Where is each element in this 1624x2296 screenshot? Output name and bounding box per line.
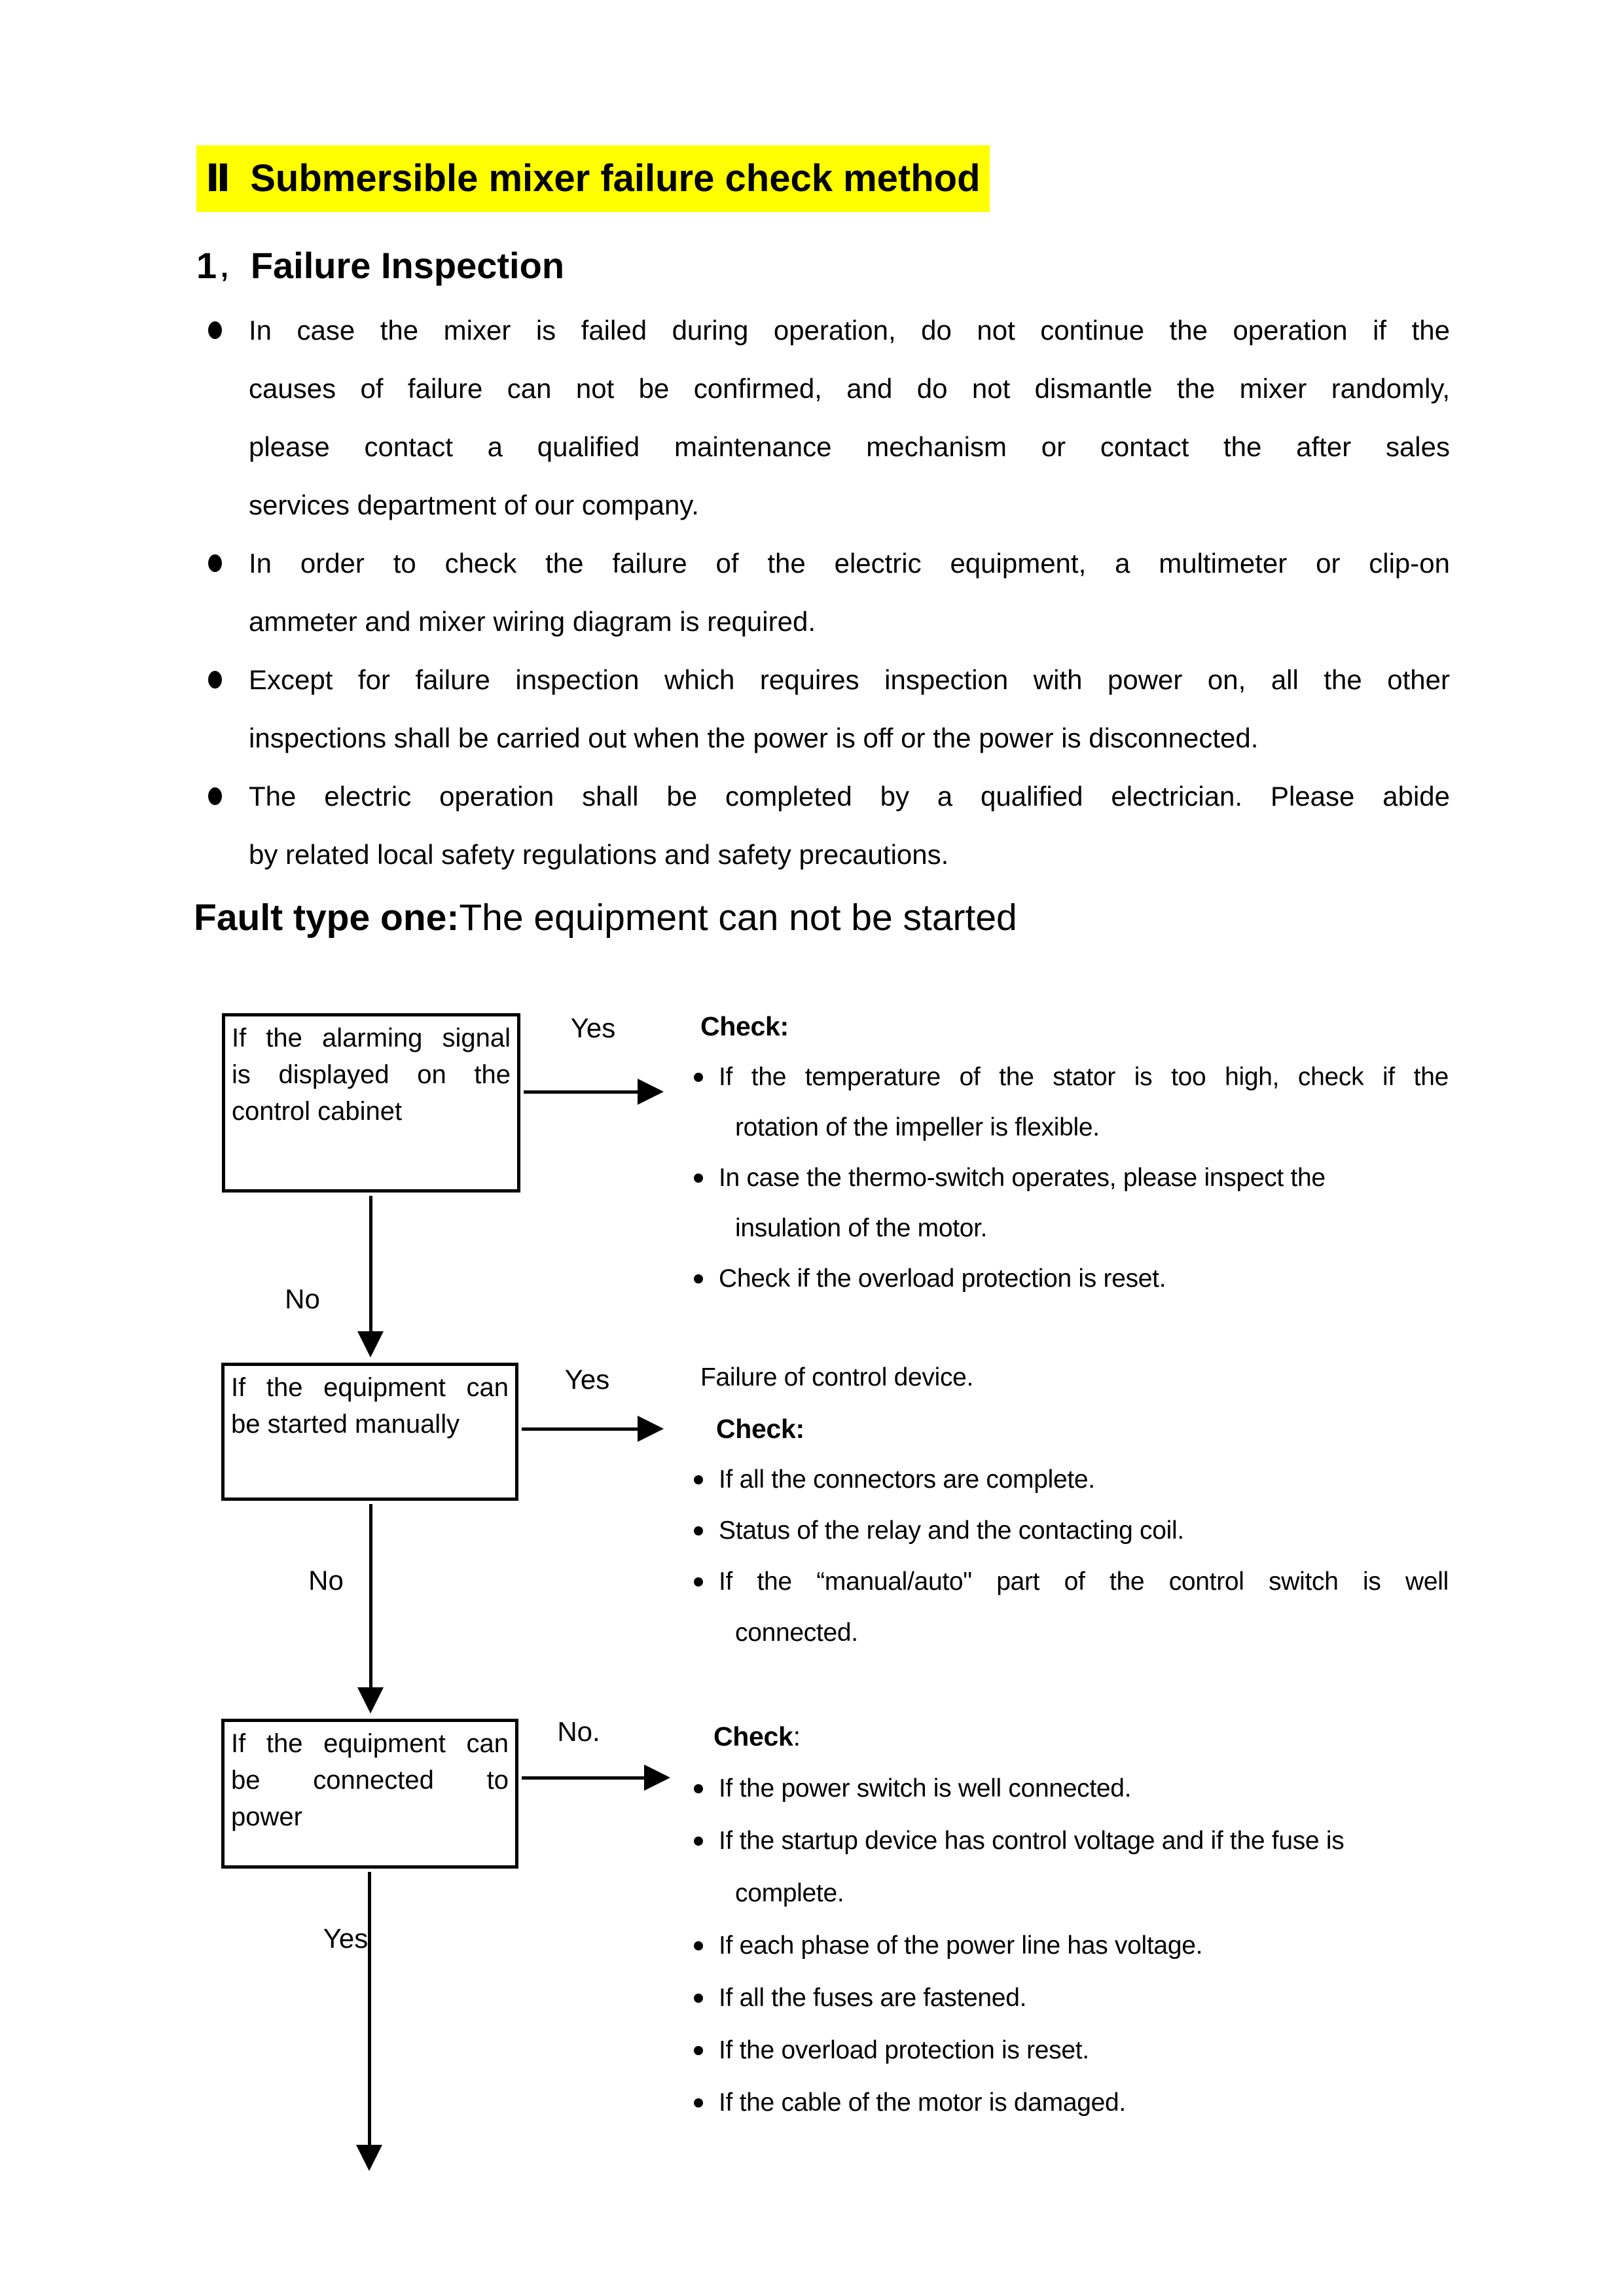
- check-title-colon: :: [793, 1721, 801, 1751]
- text-line: In order to check the failure of the electric equipment, a multimeter or clip-on: [249, 548, 1450, 579]
- arrow-line: [369, 1196, 372, 1331]
- bullet-icon: [694, 1174, 703, 1183]
- text-line: If the “manual/auto" part of the control switch is well: [719, 1568, 1449, 1596]
- text-line: ammeter and mixer wiring diagram is required.: [249, 606, 816, 637]
- text-line: be started manually: [231, 1410, 460, 1439]
- arrow-right-icon: [638, 1079, 664, 1105]
- check-item: [686, 1920, 1450, 1972]
- label-no-2: No: [308, 1565, 344, 1596]
- bullet-icon: [694, 1475, 703, 1484]
- arrow-down-icon: [357, 1687, 384, 1713]
- check-item: [686, 1763, 1450, 1815]
- check-title: [686, 1710, 1450, 1763]
- arrow-down-icon: [356, 2145, 382, 2171]
- arrow-line: [522, 1776, 644, 1780]
- bullet-icon: [208, 787, 222, 805]
- text-line: be connected to: [231, 1766, 509, 1795]
- text-line: control cabinet: [232, 1097, 403, 1126]
- list-item: [196, 651, 1450, 767]
- check-item-continuation: insulation of the motor.: [735, 1214, 988, 1242]
- flowchart-box-power-connect: [221, 1719, 518, 1869]
- list-item: [196, 301, 1450, 534]
- text-line: If the equipment can: [231, 1729, 509, 1758]
- arrow-right-icon: [638, 1416, 664, 1442]
- check-item: [686, 2024, 1450, 2077]
- text-line: Except for failure inspection which requires inspection with power on, all the other: [249, 664, 1450, 695]
- text-line: power: [231, 1803, 302, 1831]
- arrow-line: [369, 1504, 372, 1687]
- check-item: [686, 1505, 1449, 1556]
- check-title-text: Check:: [700, 1011, 789, 1041]
- bullet-icon: [208, 321, 222, 339]
- arrow-line: [524, 1090, 638, 1094]
- list-item: [196, 534, 1450, 651]
- check-item-continuation: complete.: [735, 1879, 844, 1907]
- bullet-icon: [694, 2098, 703, 2108]
- check-item-continuation: connected.: [735, 1619, 858, 1647]
- check-item: [686, 1556, 1449, 1607]
- section-number: 1 ,: [196, 245, 251, 286]
- check-intro: Failure of control device.: [700, 1363, 974, 1391]
- bullet-icon: [694, 2046, 703, 2055]
- text-line: If all the connectors are complete.: [719, 1465, 1095, 1494]
- text-line: If the temperature of the stator is too high, check if the: [719, 1063, 1449, 1091]
- arrow-line: [522, 1427, 638, 1431]
- check-item: [686, 1454, 1449, 1505]
- text-line: In case the thermo-switch operates, please inspect the: [719, 1164, 1326, 1192]
- section-heading: [196, 243, 564, 291]
- check-item: [686, 2077, 1450, 2129]
- fault-type-label: Fault type one:: [194, 897, 460, 939]
- check-item: [686, 1052, 1449, 1102]
- label-yes-2: Yes: [564, 1364, 610, 1395]
- label-no-1: No: [285, 1283, 320, 1314]
- text-line: If the startup device has control voltage and if the fuse is: [719, 1827, 1344, 1855]
- text-line: Check if the overload protection is reset.: [719, 1265, 1166, 1293]
- text-line: by related local safety regulations and safety precautions.: [249, 839, 949, 870]
- text-line: is displayed on the: [232, 1060, 511, 1089]
- check-item: [686, 1972, 1450, 2024]
- bullet-icon: [694, 1941, 703, 1950]
- text-line: In case the mixer is failed during operation, do not continue the operation if the: [249, 315, 1450, 346]
- check-list-control-device: [686, 1352, 1449, 1659]
- bullet-icon: [208, 671, 222, 689]
- check-title-text: Check: [713, 1721, 793, 1751]
- check-item: [686, 1815, 1450, 1867]
- arrow-line: [368, 1872, 371, 2145]
- label-yes-3: Yes: [323, 1923, 369, 1954]
- text-line: If each phase of the power line has voltage.: [719, 1931, 1203, 1960]
- text-line: If the cable of the motor is damaged.: [719, 2089, 1126, 2117]
- page-title: [196, 145, 990, 212]
- title-numeral: Ⅱ: [206, 157, 231, 200]
- bullet-icon: [694, 1837, 703, 1846]
- label-no-3: No.: [557, 1716, 600, 1747]
- check-list-alarm: [686, 1001, 1449, 1304]
- bullet-icon: [208, 554, 222, 572]
- text-line: causes of failure can not be confirmed, and do not dismantle the mixer randomly,: [249, 373, 1450, 404]
- arrow-right-icon: [644, 1765, 670, 1791]
- bullet-icon: [694, 1073, 703, 1082]
- flowchart-box-manual-start: [221, 1363, 518, 1501]
- check-item: [686, 1253, 1449, 1304]
- text-line: please contact a qualified maintenance mechanism or contact the after sales: [249, 431, 1450, 462]
- label-yes-1: Yes: [570, 1013, 616, 1043]
- check-list-power: [686, 1710, 1450, 2129]
- text-line: If the equipment can: [231, 1373, 509, 1402]
- bullet-icon: [694, 1994, 703, 2003]
- text-line: Status of the relay and the contacting coil.: [719, 1516, 1184, 1545]
- text-line: If the power switch is well connected.: [719, 1774, 1132, 1803]
- check-title: [686, 1001, 1449, 1052]
- text-line: The electric operation shall be completed by a qualified electrician. Please abide: [249, 781, 1450, 812]
- arrow-down-icon: [357, 1331, 384, 1357]
- check-item: [686, 1153, 1449, 1203]
- fault-type-heading: [194, 895, 1017, 940]
- bullet-list: [196, 301, 1450, 884]
- list-item: [196, 767, 1450, 884]
- bullet-icon: [694, 1577, 703, 1587]
- check-title: [686, 1403, 1449, 1454]
- fault-type-text: The equipment can not be started: [459, 897, 1017, 939]
- flowchart-box-alarm-signal: [222, 1013, 520, 1193]
- text-line: If the alarming signal: [232, 1024, 511, 1052]
- text-line: If all the fuses are fastened.: [719, 1984, 1027, 2012]
- bullet-icon: [694, 1784, 703, 1793]
- text-line: services department of our company.: [249, 490, 699, 520]
- check-title-text: Check:: [716, 1414, 804, 1444]
- check-item-continuation: rotation of the impeller is flexible.: [735, 1113, 1100, 1141]
- section-title: Failure Inspection: [250, 245, 565, 286]
- bullet-icon: [694, 1274, 703, 1283]
- text-line: If the overload protection is reset.: [719, 2036, 1089, 2064]
- text-line: inspections shall be carried out when the power is off or the power is disconnected.: [249, 723, 1259, 753]
- bullet-icon: [694, 1526, 703, 1535]
- title-text: Submersible mixer failure check method: [250, 157, 981, 200]
